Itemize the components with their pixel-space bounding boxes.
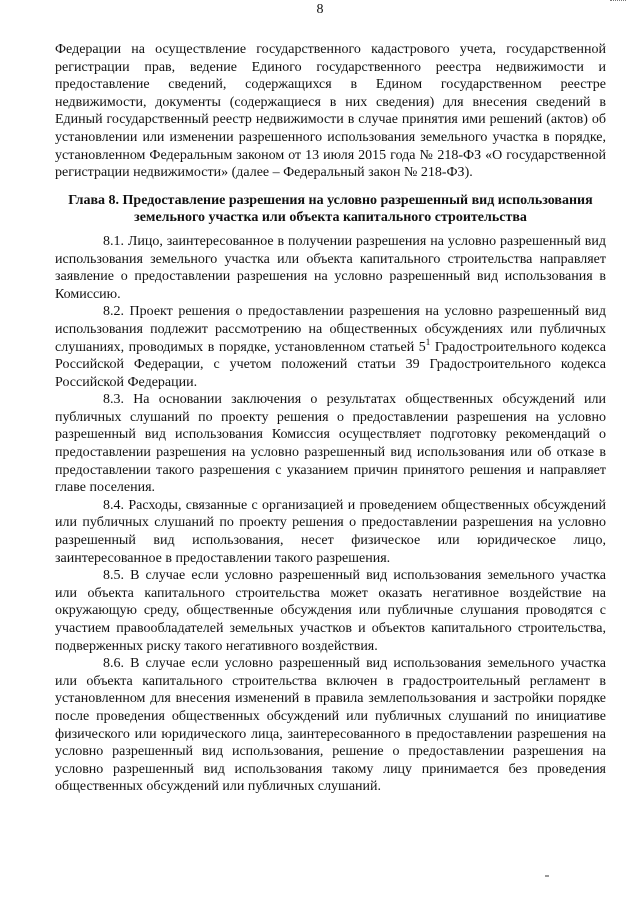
paragraph-8-4: 8.4. Расходы, связанные с организацией и проведением общественных обсуждений или публичных слушаний по проекту решения о предоставлении разрешения на условно разрешенный вид использования, несет физическое или юридическое лицо, заинтересованное в предоставлении такого разрешения.	[55, 497, 606, 566]
paragraph-8-6: 8.6. В случае если условно разрешенный вид использования земельного участка или объекта капитального строительства включен в градостроительный регламент в установленном для внесения изменений в правила землепользования и застройки порядке после проведения общественных обсуждений или публичных слушаний по инициативе физического или юридического лица, заинтересованного в предоставлении разрешения на условно разрешенный вид использования, решение о предоставлении разрешения на условно разрешенный вид использования такому лицу принимается без проведения общественных обсуждений или публичных слушаний.	[55, 656, 606, 795]
document-body	[55, 41, 606, 796]
paragraph-8-2	[55, 303, 606, 391]
paragraph-8-5: 8.5. В случае если условно разрешенный вид использования земельного участка или объекта капитального строительства может оказать негативное воздействие на окружающую среду, общественные обсуждения или публичные слушания проводятся с участием правообладателей земельных участков и объектов капитального строительства, подверженных риску такого негативного воздействия.	[55, 568, 606, 654]
chapter-heading: Глава 8. Предоставление разрешения на условно разрешенный вид использования земельного участка или объекта капитального строительства	[68, 192, 593, 226]
page-number: 8	[316, 2, 324, 17]
paragraph-8-1: 8.1. Лицо, заинтересованное в получении разрешения на условно разрешенный вид использования земельного участка или объекта капитального строительства направляет заявление о предоставлении разрешения на условно разрешенный вид использования в Комиссию.	[55, 233, 606, 302]
paragraph-8-2-text-cont: Градостроительного кодекса Российской Федерации, с учетом положений статьи 39 Градостроительного кодекса Российской Федерации.	[55, 339, 606, 390]
paragraph-8-2-text: 8.2. Проект решения о предоставлении разрешения на условно разрешенный вид использования подлежит рассмотрению на общественных обсуждениях или публичных слушаниях, проводимых в порядке, установленном статьей 5	[55, 304, 606, 355]
scan-speck	[545, 875, 549, 877]
paragraph-8-3: 8.3. На основании заключения о результатах общественных обсуждений или публичных слушаний по проекту решения о предоставлении разрешения на условно разрешенный вид использования Комиссия осуществляет подготовку рекомендаций о предоставлении разрешения на условно разрешенный вид использования или об отказе в предоставлении такого разрешения с указанием причин принятого решения и направляет главе поселения.	[55, 392, 606, 496]
article-superscript: 1	[425, 336, 431, 347]
intro-paragraph: Федерации на осуществление государственного кадастрового учета, государственной регистрации прав, ведение Единого государственного реестра недвижимости и предоставление сведений, содержащихся в Едином государственном реестре недвижимости, документы (содержащиеся в них сведения) для внесения сведений в Единый государственный реестр недвижимости в случае принятия ими решений (актов) об установлении или изменении разрешенного использования земельного участка в порядке, установленном Федеральным законом от 13 июля 2015 года № 218-ФЗ «О государственной регистрации недвижимости» (далее – Федеральный закон № 218-ФЗ).	[55, 42, 606, 181]
